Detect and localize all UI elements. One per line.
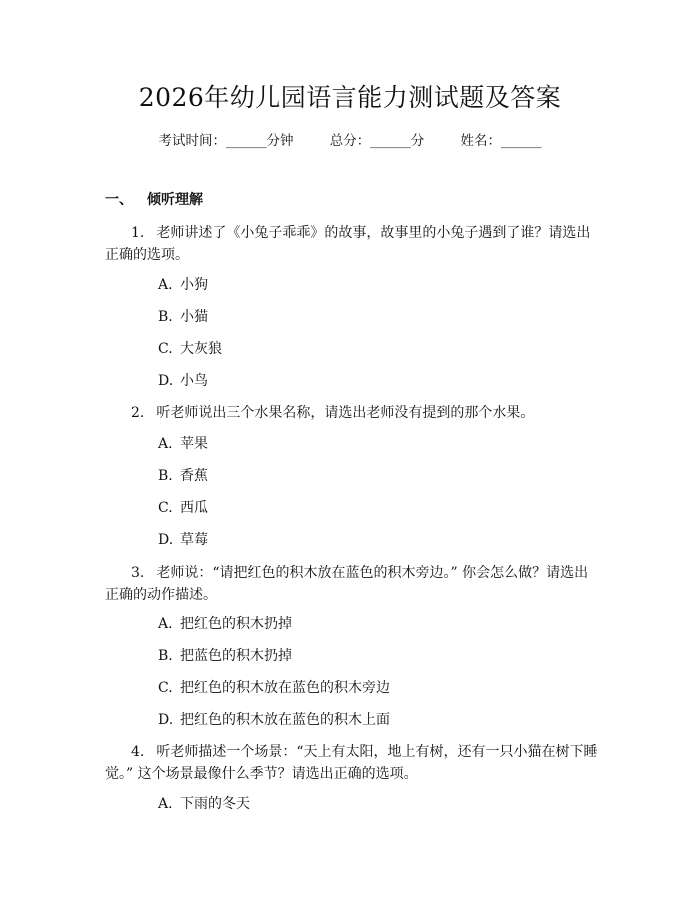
- question-text: 听老师说出三个水果名称，请选出老师没有提到的那个水果。: [156, 405, 535, 421]
- option-text: 苹果: [180, 436, 208, 452]
- question-2-option-a: [158, 434, 208, 454]
- question-1-option-c: [158, 339, 222, 359]
- question-1-option-a: [158, 275, 208, 295]
- section-heading: [105, 190, 203, 210]
- option-text: 大灰狼: [180, 341, 222, 357]
- exam-time-field: 考试时间：______分钟: [158, 133, 294, 149]
- option-text: 小狗: [180, 277, 208, 293]
- question-2-option-b: [158, 466, 208, 486]
- total-score-field: 总分：______分: [329, 133, 425, 149]
- option-letter: B.: [158, 648, 173, 664]
- student-name-field: 姓名：______: [460, 133, 542, 149]
- option-letter: B.: [158, 309, 173, 325]
- question-1: [105, 222, 600, 266]
- question-3-option-a: [158, 614, 292, 634]
- question-3-option-b: [158, 646, 292, 666]
- question-1-option-b: [158, 307, 208, 327]
- question-text: 老师说：“请把红色的积木放在蓝色的积木旁边。” 你会怎么做？请选出正确的动作描述。: [105, 565, 589, 603]
- section-title: 倾听理解: [147, 192, 203, 208]
- option-text: 把红色的积木放在蓝色的积木上面: [180, 712, 390, 728]
- option-letter: D.: [158, 532, 174, 548]
- question-3-option-c: [158, 678, 390, 698]
- option-letter: A.: [158, 616, 173, 632]
- option-letter: A.: [158, 436, 173, 452]
- option-letter: C.: [158, 680, 173, 696]
- question-2: [105, 402, 600, 424]
- option-text: 小鸟: [180, 373, 208, 389]
- option-letter: A.: [158, 277, 173, 293]
- question-3: [105, 562, 600, 606]
- option-text: 把蓝色的积木扔掉: [180, 648, 292, 664]
- question-2-option-d: [158, 530, 208, 550]
- option-letter: D.: [158, 712, 174, 728]
- option-text: 小猫: [180, 309, 208, 325]
- question-number: 1.: [131, 225, 145, 241]
- question-4-option-a: [158, 794, 250, 814]
- exam-meta: [0, 131, 700, 151]
- option-letter: D.: [158, 373, 174, 389]
- question-text: 老师讲述了《小兔子乖乖》的故事，故事里的小兔子遇到了谁？请选出正确的选项。: [105, 225, 591, 263]
- option-text: 下雨的冬天: [180, 796, 250, 812]
- option-text: 把红色的积木扔掉: [180, 616, 292, 632]
- option-letter: C.: [158, 500, 173, 516]
- question-number: 3.: [131, 565, 145, 581]
- option-letter: A.: [158, 796, 173, 812]
- question-3-option-d: [158, 710, 390, 730]
- option-letter: B.: [158, 468, 173, 484]
- question-text: 听老师描述一个场景：“天上有太阳，地上有树，还有一只小猫在树下睡觉。” 这个场景最像什么季节？请选出正确的选项。: [105, 744, 598, 782]
- option-letter: C.: [158, 341, 173, 357]
- section-number: 一、: [105, 192, 133, 208]
- question-4: [105, 741, 600, 785]
- question-number: 4.: [131, 744, 145, 760]
- option-text: 西瓜: [180, 500, 208, 516]
- question-number: 2.: [131, 405, 145, 421]
- document-title: 2026年幼儿园语言能力测试题及答案: [138, 83, 562, 112]
- option-text: 香蕉: [180, 468, 208, 484]
- option-text: 草莓: [180, 532, 208, 548]
- question-1-option-d: [158, 371, 208, 391]
- option-text: 把红色的积木放在蓝色的积木旁边: [180, 680, 390, 696]
- question-2-option-c: [158, 498, 208, 518]
